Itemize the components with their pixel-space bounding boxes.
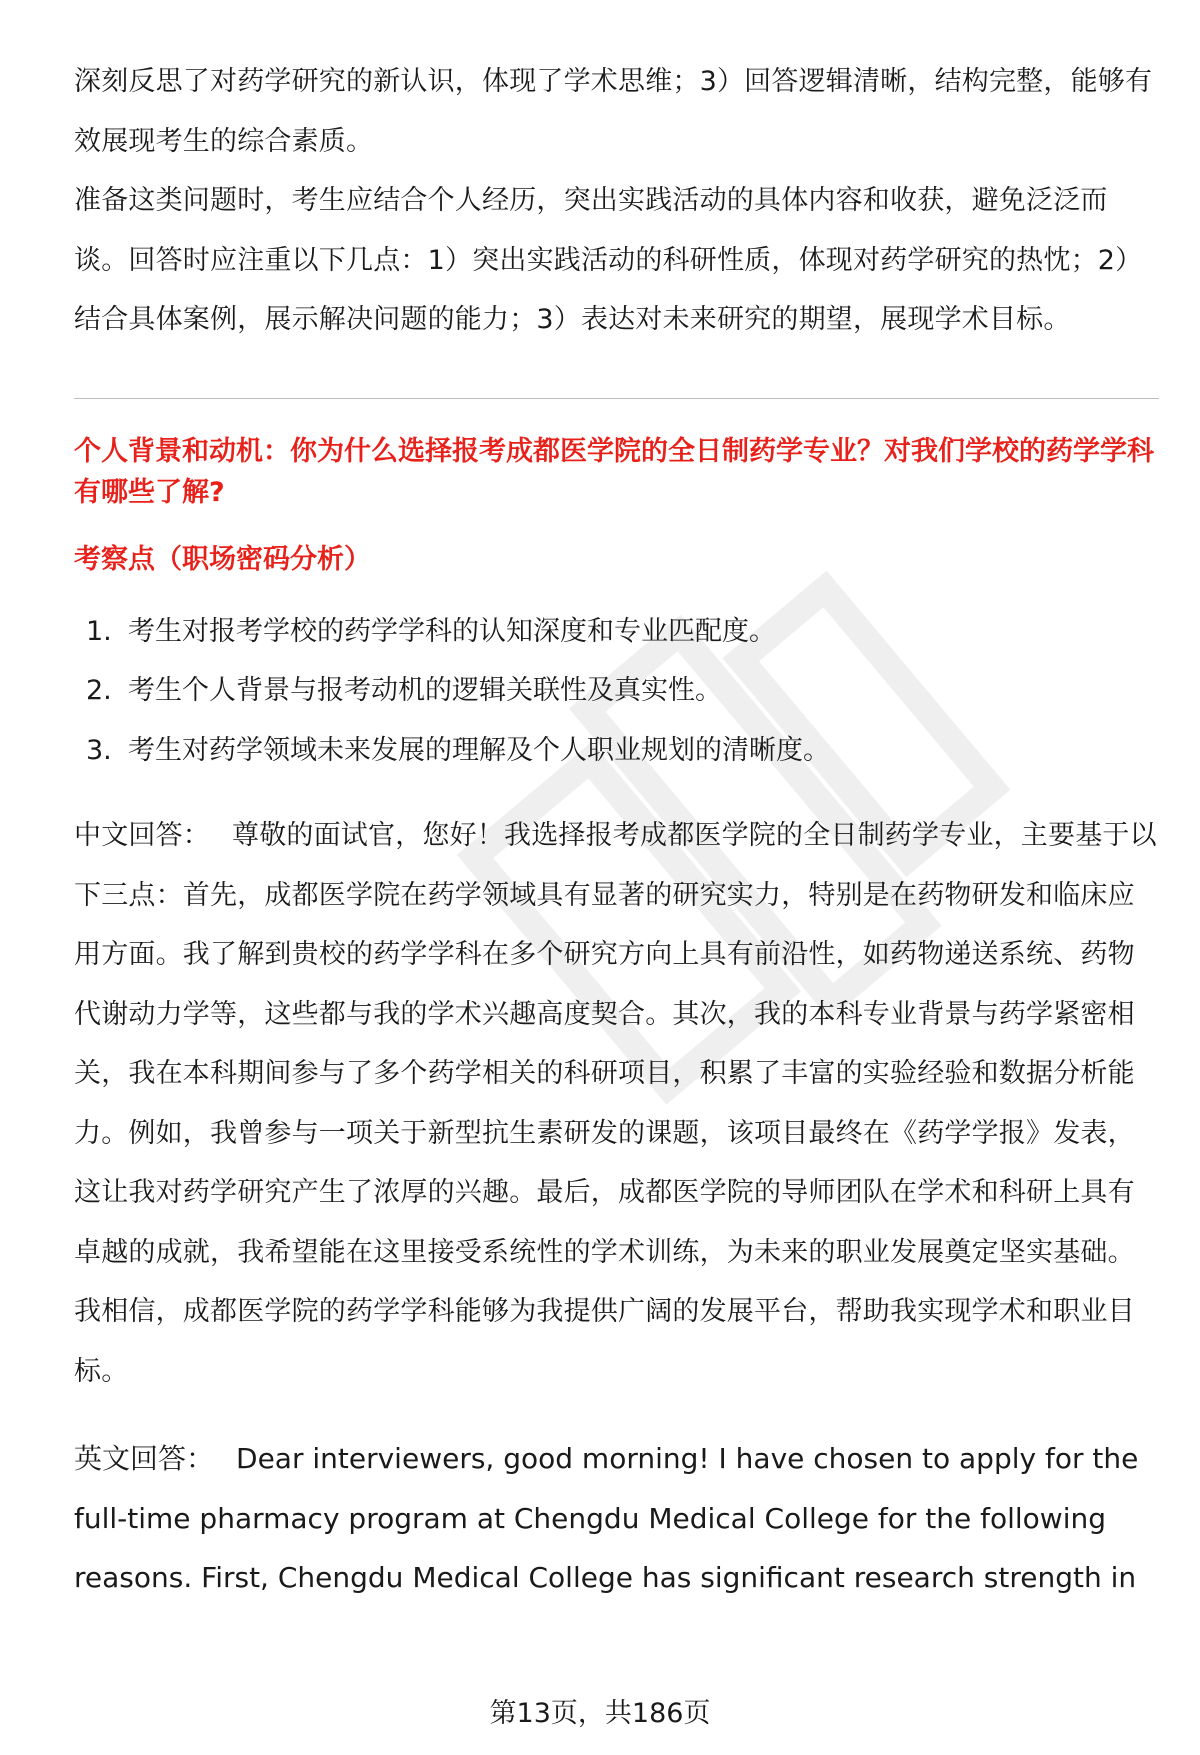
assessment-points-heading: 考察点（职场密码分析） bbox=[74, 543, 371, 575]
list-text: 考生个人背景与报考动机的逻辑关联性及真实性。 bbox=[128, 675, 722, 706]
page-number-footer: 第13页，共186页 bbox=[489, 1698, 711, 1729]
intro-paragraph-1: 深刻反思了对药学研究的新认识，体现了学术思维；3）回答逻辑清晰，结构完整，能够有效展现考生的综合素质。 bbox=[74, 66, 1153, 157]
list-item bbox=[74, 721, 1159, 781]
list-item bbox=[74, 661, 1159, 721]
list-item bbox=[74, 602, 1159, 662]
section-divider bbox=[74, 398, 1159, 399]
intro-paragraph-2: 准备这类问题时，考生应结合个人经历，突出实践活动的具体内容和收获，避免泛泛而谈。回答时应注重以下几点：1）突出实践活动的科研性质，体现对药学研究的热忱；2）结合具体案例，展示解决问题的能力；3）表达对未来研究的期望，展现学术目标。 bbox=[74, 185, 1143, 335]
list-number: 3. bbox=[86, 734, 112, 766]
question-title: 个人背景和动机：你为什么选择报考成都医学院的全日制药学专业？对我们学校的药学学科有哪些了解? bbox=[74, 435, 1154, 508]
list-text: 考生对药学领域未来发展的理解及个人职业规划的清晰度。 bbox=[128, 734, 830, 766]
english-answer-label: 英文回答： bbox=[74, 1442, 215, 1475]
document-page bbox=[74, 52, 1159, 1608]
assessment-points-list bbox=[74, 602, 1159, 781]
list-number: 1. bbox=[86, 615, 112, 647]
english-answer bbox=[74, 1429, 1159, 1608]
list-text: 考生对报考学校的药学学科的认知深度和专业匹配度。 bbox=[128, 615, 776, 647]
chinese-answer-label: 中文回答： bbox=[74, 820, 210, 851]
list-number: 2. bbox=[86, 675, 112, 706]
english-answer-text: Dear interviewers, good morning! I have chosen to apply for the full-time pharmacy program at Chengdu Medical College for the following reasons. First, Chengdu Medical College has significant research strength in bbox=[74, 1442, 1139, 1594]
chinese-answer-text: 尊敬的面试官，您好！我选择报考成都医学院的全日制药学专业，主要基于以下三点：首先，成都医学院在药学领域具有显著的研究实力，特别是在药物研发和临床应用方面。我了解到贵校的药学学科在多个研究方向上具有前沿性，如药物递送系统、药物代谢动力学等，这些都与我的学术兴趣高度契合。其次，我的本科专业背景与药学紧密相关，我在本科期间参与了多个药学相关的科研项目，积累了丰富的实验经验和数据分析能力。例如，我曾参与一项关于新型抗生素研发的课题，该项目最终在《药学学报》发表，这让我对药学研究产生了浓厚的兴趣。最后，成都医学院的导师团队在学术和科研上具有卓越的成就，我希望能在这里接受系统性的学术训练，为未来的职业发展奠定坚实基础。我相信，成都医学院的药学学科能够为我提供广阔的发展平台，帮助我实现学术和职业目标。 bbox=[74, 820, 1157, 1387]
chinese-answer bbox=[74, 806, 1159, 1401]
